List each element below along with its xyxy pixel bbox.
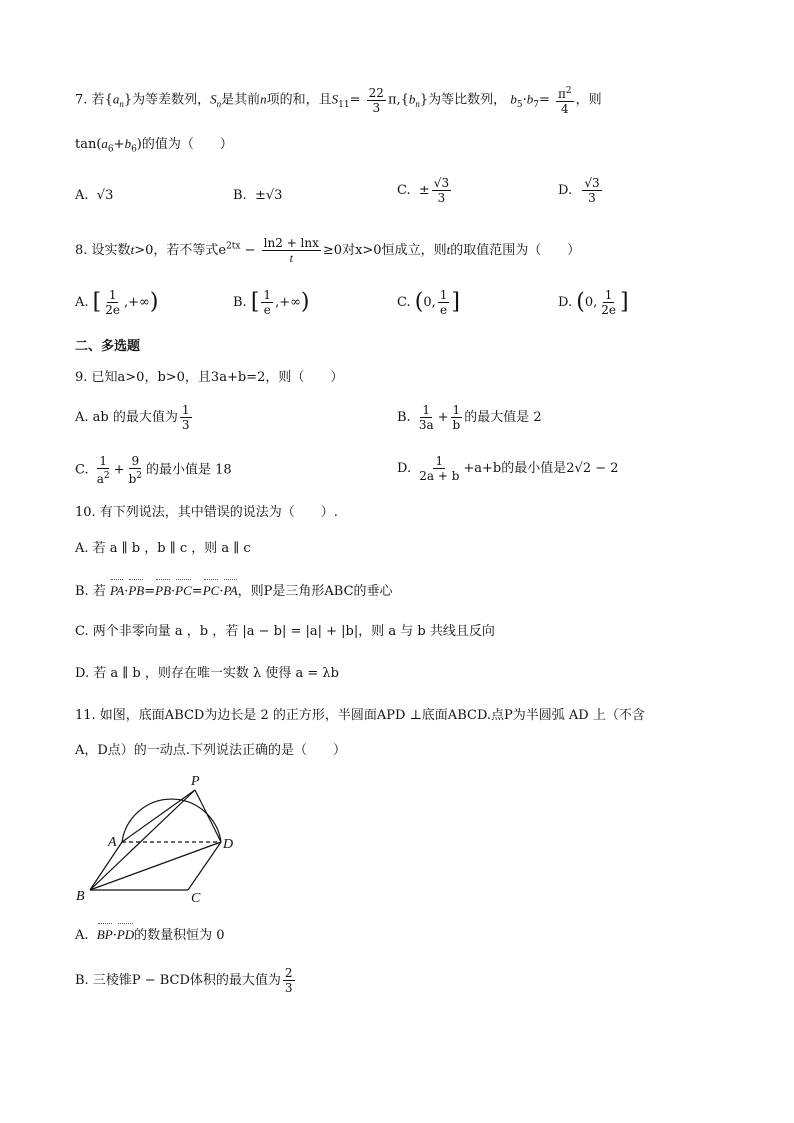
edge-pa <box>122 790 195 842</box>
q9-option-c[interactable]: C. $\frac{1}{a^2}$ + $\frac{9}{b^2}$ 的最小值是 18 <box>75 454 232 486</box>
q8-option-a[interactable]: A. [ $\frac{1}{2e}$ ,+∞) <box>75 288 159 317</box>
q9-option-b[interactable]: B. $\frac{1}{3a}$ + $\frac{1}{b}$ 的最大值是 2 <box>397 403 542 432</box>
q8-stem: 8. 设实数t>0，若不等式$e^{2tx}$ − $\frac{\ln 2 + \ln x}{t}$ ≥0对x>0恒成立，则t的取值范围为（ ） <box>75 236 581 265</box>
edge-pd <box>195 790 221 842</box>
q10-option-a[interactable]: A. 若 a ∥ b ，b ∥ c ，则 a ∥ c <box>75 541 251 556</box>
q10-stem: 10. 有下列说法，其中错误的说法为（ ）. <box>75 505 338 520</box>
q9-option-a[interactable]: A. ab 的最大值为 $\frac{1}{3}$ <box>75 403 190 432</box>
q11-stem-line2: A，D点）的一动点.下列说法正确的是（ ） <box>75 743 346 758</box>
edge-ab <box>90 842 122 890</box>
q7-option-c[interactable]: C. ± $\frac{√3}{3}$ <box>397 176 450 205</box>
q7-option-d[interactable]: D. $\frac{√3}{3}$ <box>558 176 600 205</box>
edge-cd <box>188 842 221 890</box>
q9-option-d[interactable]: D. $\frac{1}{2a + b}$ +a+b的最小值是2√2 − 2 <box>397 454 619 483</box>
q10-option-c[interactable]: C. 两个非零向量 a ，b ，若 |a − b| = |a| + |b|，则 a 与 b 共线且反向 <box>75 624 495 639</box>
label-a: A <box>108 835 117 850</box>
edge-pb <box>90 790 195 890</box>
q8-option-d[interactable]: D. (0, $\frac{1}{2e}$ ] <box>558 288 629 317</box>
q11-option-b[interactable]: B. 三棱锥P − BCD体积的最大值为 $\frac{2}{3}$ <box>75 966 293 995</box>
q7-option-a[interactable]: A. √3 <box>75 188 114 203</box>
q9-stem: 9. 已知a>0，b>0，且3a+b=2，则（ ） <box>75 370 344 385</box>
q7-stem-line2: $\tan(a_6+b_6)$的值为（ ） <box>75 136 233 155</box>
q8-option-b[interactable]: B. [ $\frac{1}{e}$ ,+∞) <box>233 288 310 317</box>
semicircle-arc <box>122 799 221 842</box>
q8-option-c[interactable]: C. (0, $\frac{1}{e}$ ] <box>397 288 460 317</box>
q7-option-b[interactable]: B. ±√3 <box>233 188 283 203</box>
q10-option-b[interactable]: B. 若 PA·PB=PB·PC=PC·PA，则P是三角形ABC的垂心 <box>75 583 393 599</box>
geometry-figure <box>70 772 250 907</box>
q11-stem-line1: 11. 如图，底面ABCD为边长是 2 的正方形，半圆面APD ⊥底面ABCD.点P为半圆弧 AD 上（不含 <box>75 708 645 723</box>
label-b: B <box>76 889 85 904</box>
q7-stem-line1: 7. 若$\{a_n\}$为等差数列，$S_n$是其前n项的和，且$S_{11}=$ $\frac{22}{3}$ $\pi,\{b_n\}$为等比数列， $b_5\cdot b_7=$ $\frac{\pi^2}{4}$ ，则 <box>75 85 602 116</box>
label-p: P <box>191 774 200 789</box>
section-heading: 二、多选题 <box>75 339 141 354</box>
q10-option-d[interactable]: D. 若 a ∥ b ，则存在唯一实数 λ 使得 a = λb <box>75 666 339 681</box>
label-c: C <box>191 891 201 906</box>
q11-option-a[interactable]: A. BP·PD的数量积恒为 0 <box>75 927 225 943</box>
label-d: D <box>223 837 234 852</box>
